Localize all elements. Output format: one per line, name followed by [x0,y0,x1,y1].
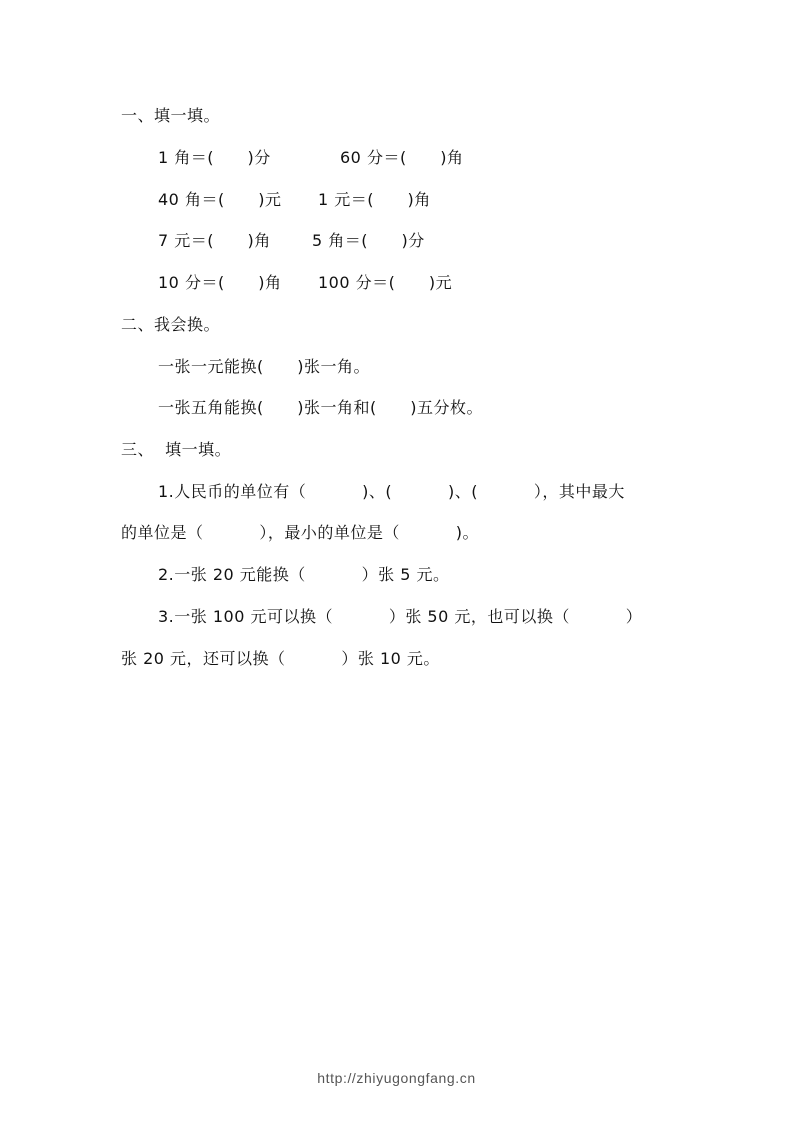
question-1-line-1: 1.人民币的单位有（ )、( )、( ），其中最大 [158,482,625,501]
equation-2b: 1 元＝( )角 [318,190,431,209]
question-3-line-1: 3.一张 100 元可以换（ ）张 50 元，也可以换（ ） [158,607,643,626]
exchange-line-1: 一张一元能换( )张一角。 [158,357,371,376]
equation-1a: 1 角＝( )分 [158,148,271,167]
question-1-line-2: 的单位是（ ），最小的单位是（ )。 [121,523,479,542]
exchange-line-2: 一张五角能换( )张一角和( )五分枚。 [158,398,484,417]
equation-3a: 7 元＝( )角 [158,231,271,250]
question-3-line-2: 张 20 元，还可以换（ ）张 10 元。 [121,649,440,668]
equation-4b: 100 分＝( )元 [318,273,453,292]
question-2: 2.一张 20 元能换（ ）张 5 元。 [158,565,450,584]
section2-heading: 二、我会换。 [121,315,221,334]
section3-heading: 三、 填一填。 [121,440,232,459]
equation-1b: 60 分＝( )角 [340,148,464,167]
equation-4a: 10 分＝( )角 [158,273,282,292]
equation-2a: 40 角＝( )元 [158,190,282,209]
equation-3b: 5 角＝( )分 [312,231,425,250]
section1-heading: 一、填一填。 [121,106,221,125]
footer-url: http://zhiyugongfang.cn [317,1070,476,1086]
